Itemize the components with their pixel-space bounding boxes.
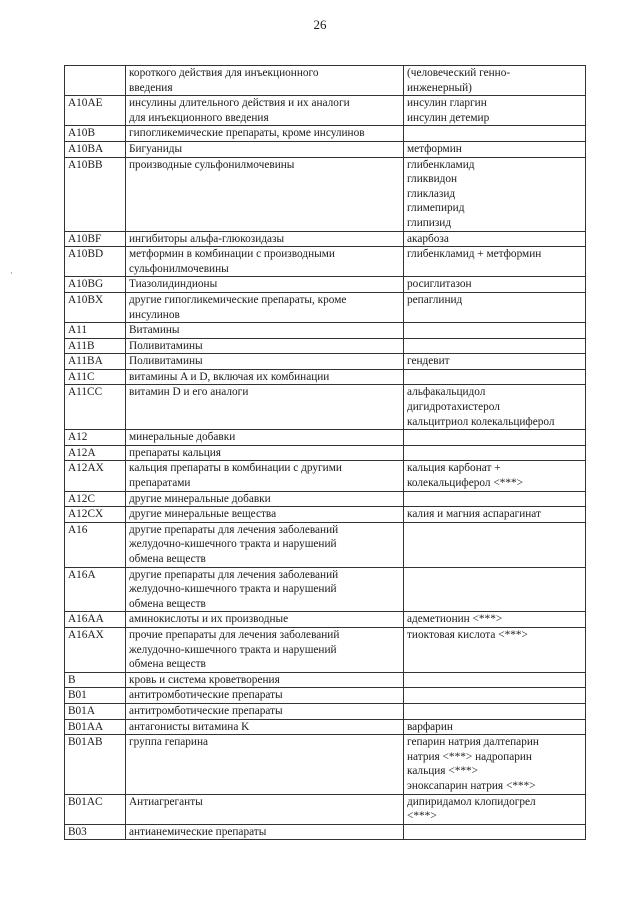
description-cell-line: ингибиторы альфа-глюкозидазы	[129, 232, 285, 245]
drug-names-cell-line: калия и магния аспарагинат	[407, 508, 541, 521]
atc-code-cell: A10BD	[65, 247, 126, 277]
drug-names-cell	[404, 157, 586, 231]
drug-names-cell-line: варфарин	[407, 720, 453, 733]
drug-names-cell-line: кальцитриол колекальциферол	[407, 415, 555, 428]
atc-code-cell: A12	[65, 430, 126, 446]
atc-code-cell: B01AA	[65, 719, 126, 735]
drug-names-cell-line: репаглинид	[407, 293, 463, 306]
drug-names-cell-line: дигидротахистерол	[407, 401, 500, 414]
description-cell-line: Бигуаниды	[129, 142, 183, 155]
description-cell-line: обмена веществ	[129, 658, 206, 671]
drug-names-cell-line: гликвидон	[407, 173, 458, 186]
drug-names-cell	[404, 824, 586, 840]
drug-names-cell-line: альфакальцидол	[407, 386, 486, 399]
description-cell	[126, 323, 404, 339]
atc-code-cell: A10BA	[65, 141, 126, 157]
table-row	[65, 703, 586, 719]
table-row	[65, 719, 586, 735]
description-cell-line: Тиазолидиндионы	[129, 278, 218, 291]
description-cell-line: инсулины длительного действия и их аналоги	[129, 97, 350, 110]
description-cell-line: производные сульфонилмочевины	[129, 158, 295, 171]
atc-code-cell: A10AE	[65, 96, 126, 126]
table-row	[65, 354, 586, 370]
table-row	[65, 430, 586, 446]
table-row	[65, 247, 586, 277]
description-cell-line: аминокислоты и их производные	[129, 613, 289, 626]
description-cell-line: другие минеральные вещества	[129, 508, 277, 521]
drug-names-cell	[404, 445, 586, 461]
description-cell	[126, 66, 404, 96]
drug-names-cell-line: колекальциферол <***>	[407, 477, 524, 490]
description-cell	[126, 385, 404, 430]
description-cell-line: Антиагреганты	[129, 795, 203, 808]
drug-names-cell	[404, 338, 586, 354]
description-cell	[126, 794, 404, 824]
drug-names-cell-line: инженерный)	[407, 81, 472, 94]
description-cell-line: прочие препараты для лечения заболеваний	[129, 628, 340, 641]
drug-names-cell	[404, 354, 586, 370]
description-cell	[126, 141, 404, 157]
description-cell	[126, 292, 404, 322]
drug-names-cell	[404, 292, 586, 322]
table-row	[65, 66, 586, 96]
table-row	[65, 126, 586, 142]
drug-names-cell-line: акарбоза	[407, 232, 449, 245]
table-row	[65, 567, 586, 612]
table-row	[65, 231, 586, 247]
table-row	[65, 369, 586, 385]
description-cell-line: кальция препараты в комбинации с другими	[129, 462, 342, 475]
table-row	[65, 323, 586, 339]
page-number: 26	[313, 17, 327, 32]
description-cell	[126, 96, 404, 126]
description-cell-line: короткого действия для инъекционного	[129, 67, 319, 79]
drug-names-cell	[404, 385, 586, 430]
description-cell-line: витамины A и D, включая их комбинации	[129, 370, 330, 383]
table-row	[65, 385, 586, 430]
description-cell	[126, 277, 404, 293]
atc-code-cell: A11BA	[65, 354, 126, 370]
description-cell-line: введения	[129, 81, 173, 94]
drug-names-cell-line: кальция карбонат +	[407, 462, 501, 475]
drug-names-cell	[404, 96, 586, 126]
description-cell	[126, 430, 404, 446]
description-cell	[126, 507, 404, 523]
description-cell	[126, 735, 404, 794]
drug-names-cell	[404, 277, 586, 293]
description-cell	[126, 461, 404, 491]
table-row	[65, 277, 586, 293]
atc-code-cell: A11CC	[65, 385, 126, 430]
drug-classification-table	[64, 65, 586, 840]
drug-names-cell	[404, 430, 586, 446]
atc-code-cell: A10BB	[65, 157, 126, 231]
description-cell	[126, 247, 404, 277]
drug-names-cell-line: эноксапарин натрия <***>	[407, 779, 536, 792]
description-cell	[126, 824, 404, 840]
description-cell	[126, 672, 404, 688]
drug-names-cell-line: инсулин детемир	[407, 111, 490, 124]
description-cell	[126, 445, 404, 461]
atc-code-cell: A16A	[65, 567, 126, 612]
drug-names-cell	[404, 703, 586, 719]
table-row	[65, 292, 586, 322]
drug-names-cell-line: дипиридамол клопидогрел	[407, 795, 536, 808]
atc-code-cell: B01AB	[65, 735, 126, 794]
description-cell	[126, 126, 404, 142]
drug-names-cell	[404, 612, 586, 628]
description-cell-line: витамин D и его аналоги	[129, 386, 249, 399]
drug-names-cell	[404, 627, 586, 672]
description-cell-line: Поливитамины	[129, 355, 203, 368]
drug-names-cell	[404, 794, 586, 824]
drug-names-cell-line: глибенкламид	[407, 158, 475, 171]
description-cell-line: желудочно-кишечного тракта и нарушений	[129, 583, 337, 596]
drug-names-cell-line: <***>	[407, 810, 437, 823]
atc-code-cell: A12C	[65, 491, 126, 507]
drug-names-cell	[404, 688, 586, 704]
description-cell-line: другие препараты для лечения заболеваний	[129, 568, 339, 581]
table-row	[65, 507, 586, 523]
description-cell-line: инсулинов	[129, 308, 180, 321]
table-row	[65, 445, 586, 461]
table-row	[65, 338, 586, 354]
atc-code-cell: A12CX	[65, 507, 126, 523]
drug-names-cell-line: гендевит	[407, 355, 450, 368]
description-cell-line: для инъекционного введения	[129, 111, 269, 124]
description-cell	[126, 719, 404, 735]
description-cell-line: желудочно-кишечного тракта и нарушений	[129, 643, 337, 656]
table-row	[65, 491, 586, 507]
table-row	[65, 157, 586, 231]
table-row	[65, 688, 586, 704]
table-row	[65, 672, 586, 688]
description-cell-line: группа гепарина	[129, 736, 209, 749]
atc-code-cell: A11	[65, 323, 126, 339]
description-cell-line: обмена веществ	[129, 597, 206, 610]
description-cell	[126, 612, 404, 628]
atc-code-cell: A16AA	[65, 612, 126, 628]
table-row	[65, 627, 586, 672]
description-cell-line: антианемические препараты	[129, 825, 267, 838]
drug-names-cell-line: гликлазид	[407, 187, 456, 200]
description-cell	[126, 354, 404, 370]
table-row	[65, 612, 586, 628]
table-row	[65, 96, 586, 126]
drug-names-cell	[404, 126, 586, 142]
description-cell-line: обмена веществ	[129, 553, 206, 565]
atc-code-cell: A11B	[65, 338, 126, 354]
atc-code-cell: A16	[65, 522, 126, 567]
description-cell-line: Витамины	[129, 324, 180, 337]
description-cell-line: другие минеральные добавки	[129, 492, 271, 505]
description-cell	[126, 157, 404, 231]
atc-code-cell: A10B	[65, 126, 126, 142]
drug-names-cell	[404, 522, 586, 567]
atc-code-cell: A11C	[65, 369, 126, 385]
atc-code-cell: A10BF	[65, 231, 126, 247]
scan-mark: ·	[10, 268, 13, 278]
atc-code-cell: A10BG	[65, 277, 126, 293]
description-cell-line: другие гипогликемические препараты, кроме	[129, 293, 347, 306]
atc-code-cell: B01AC	[65, 794, 126, 824]
description-cell	[126, 491, 404, 507]
drug-names-cell	[404, 567, 586, 612]
drug-names-cell-line: тиоктовая кислота <***>	[407, 628, 528, 641]
table-row	[65, 522, 586, 567]
drug-names-cell-line: глимепирид	[407, 202, 465, 215]
drug-names-cell	[404, 231, 586, 247]
drug-names-cell	[404, 66, 586, 96]
description-cell-line: препараты кальция	[129, 446, 221, 459]
description-cell	[126, 567, 404, 612]
table-row	[65, 794, 586, 824]
table-body	[65, 66, 586, 840]
description-cell-line: другие препараты для лечения заболеваний	[129, 523, 339, 536]
description-cell	[126, 369, 404, 385]
drug-names-cell	[404, 672, 586, 688]
drug-names-cell	[404, 491, 586, 507]
description-cell-line: препаратами	[129, 477, 191, 490]
description-cell	[126, 522, 404, 567]
drug-names-cell	[404, 247, 586, 277]
description-cell-line: метформин в комбинации с производными	[129, 248, 335, 261]
drug-names-cell-line: натрия <***> надропарин	[407, 750, 532, 763]
atc-code-cell: B01	[65, 688, 126, 704]
description-cell	[126, 231, 404, 247]
drug-names-cell-line: глипизид	[407, 216, 452, 229]
atc-code-cell: A16AX	[65, 627, 126, 672]
description-cell	[126, 627, 404, 672]
description-cell	[126, 688, 404, 704]
drug-names-cell-line: метформин	[407, 142, 462, 155]
drug-names-cell	[404, 735, 586, 794]
description-cell-line: антитромботические препараты	[129, 704, 283, 717]
table-row	[65, 461, 586, 491]
drug-names-cell	[404, 141, 586, 157]
description-cell-line: гипогликемические препараты, кроме инсулинов	[129, 127, 365, 140]
table-row	[65, 735, 586, 794]
table-row	[65, 824, 586, 840]
drug-names-cell-line: адеметионин <***>	[407, 613, 503, 626]
description-cell-line: желудочно-кишечного тракта и нарушений	[129, 538, 337, 551]
description-cell-line: минеральные добавки	[129, 431, 236, 444]
description-cell	[126, 338, 404, 354]
atc-code-cell: A12AX	[65, 461, 126, 491]
drug-names-cell-line: (человеческий генно-	[407, 67, 511, 79]
description-cell-line: сульфонилмочевины	[129, 262, 229, 275]
description-cell-line: антитромботические препараты	[129, 689, 283, 702]
description-cell-line: кровь и система кроветворения	[129, 673, 280, 686]
description-cell	[126, 703, 404, 719]
atc-code-cell	[65, 66, 126, 96]
atc-code-cell: B01A	[65, 703, 126, 719]
description-cell-line: Поливитамины	[129, 339, 203, 352]
drug-names-cell	[404, 369, 586, 385]
drug-names-cell-line: кальция <***>	[407, 765, 479, 778]
drug-names-cell-line: гепарин натрия далтепарин	[407, 736, 539, 749]
drug-names-cell-line: инсулин гларгин	[407, 97, 487, 110]
drug-names-cell-line: росиглитазон	[407, 278, 472, 291]
atc-code-cell: B03	[65, 824, 126, 840]
drug-names-cell	[404, 323, 586, 339]
atc-code-cell: A10BX	[65, 292, 126, 322]
drug-names-cell	[404, 461, 586, 491]
drug-names-cell-line: глибенкламид + метформин	[407, 248, 542, 261]
atc-code-cell: B	[65, 672, 126, 688]
description-cell-line: антагонисты витамина K	[129, 720, 250, 733]
atc-code-cell: A12A	[65, 445, 126, 461]
table-row	[65, 141, 586, 157]
drug-names-cell	[404, 719, 586, 735]
drug-names-cell	[404, 507, 586, 523]
